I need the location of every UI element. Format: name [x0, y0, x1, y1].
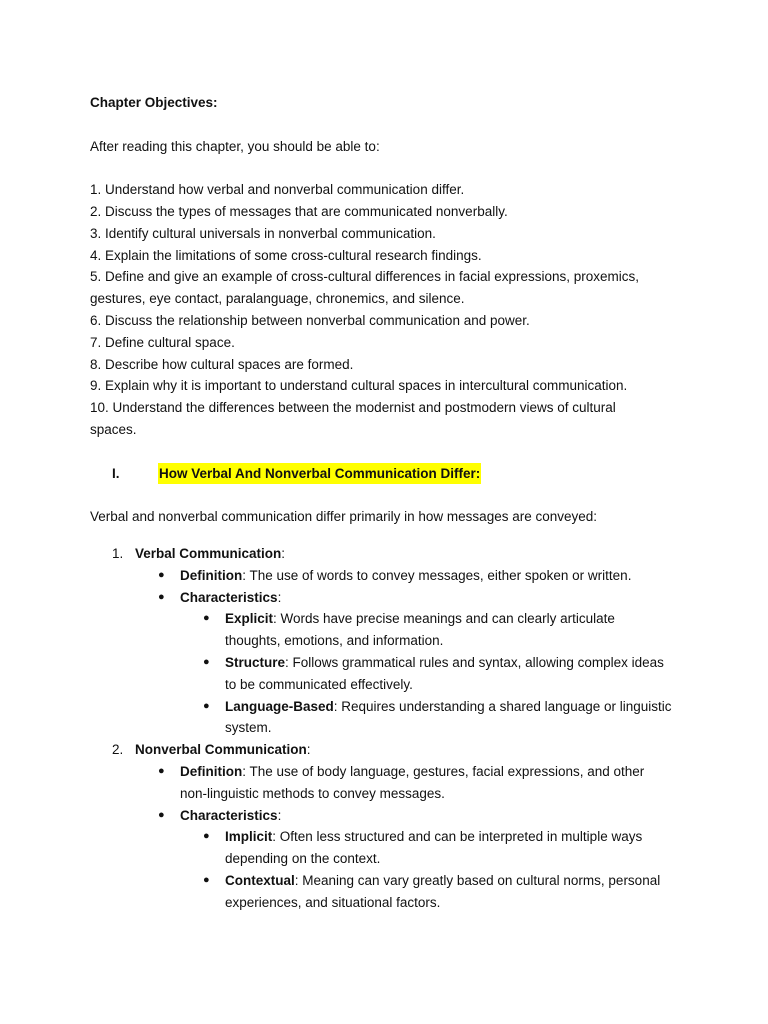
bullet-icon: ● — [203, 873, 210, 886]
objective-item: 3. Identify cultural universals in nonverbal communication. — [90, 225, 436, 241]
bullet-icon: ● — [203, 699, 210, 712]
item-colon: : — [281, 545, 286, 561]
spacer — [90, 528, 690, 543]
bullet-characteristics — [90, 805, 690, 827]
section-number: I. — [112, 465, 120, 481]
objective-item: spaces. — [90, 421, 137, 437]
bullet-text-continued: non-linguistic methods to convey messages. — [180, 785, 445, 801]
bullet-icon: ● — [203, 655, 210, 668]
bullet-label: Implicit — [225, 829, 273, 845]
bullet-colon: : — [277, 807, 282, 823]
objective-item: 8. Describe how cultural spaces are formed. — [90, 356, 354, 372]
bullet-explicit — [90, 608, 690, 652]
item-colon: : — [306, 742, 311, 758]
bullet-text: : Often less structured and can be interpreted in multiple ways — [272, 829, 643, 845]
bullet-text: : Requires understanding a shared language or linguistic — [333, 698, 672, 714]
objective-item: 2. Discuss the types of messages that are communicated nonverbally. — [90, 203, 508, 219]
spacer — [90, 157, 690, 179]
bullet-label: Contextual — [225, 872, 295, 888]
list-item-verbal — [90, 543, 690, 565]
bullet-text-continued: depending on the context. — [225, 851, 381, 867]
item-title: Verbal Communication — [135, 545, 282, 561]
objectives-title: Chapter Objectives: — [90, 95, 218, 110]
bullet-label: Characteristics — [180, 589, 278, 605]
list-item-nonverbal — [90, 739, 690, 761]
objective-item: 4. Explain the limitations of some cross-cultural research findings. — [90, 247, 482, 263]
objective-item: gestures, eye contact, paralanguage, chronemics, and silence. — [90, 291, 465, 307]
bullet-implicit — [90, 826, 690, 870]
bullet-structure — [90, 652, 690, 696]
bullet-label: Language-Based — [225, 698, 334, 714]
objective-item: 6. Discuss the relationship between nonverbal communication and power. — [90, 312, 530, 328]
bullet-definition — [90, 565, 690, 587]
bullet-text-continued: system. — [225, 720, 272, 736]
objectives-intro: After reading this chapter, you should be able to: — [90, 138, 380, 154]
objective-item: 1. Understand how verbal and nonverbal communication differ. — [90, 182, 465, 198]
bullet-contextual — [90, 870, 690, 914]
document-page — [90, 92, 690, 913]
bullet-language-based — [90, 696, 690, 740]
objective-item: 5. Define and give an example of cross-cultural differences in facial expressions, proxemics, — [90, 269, 640, 285]
list-number: 1. — [112, 545, 124, 561]
bullet-icon: ● — [158, 764, 165, 777]
bullet-icon: ● — [158, 808, 165, 821]
bullet-text: : The use of words to convey messages, either spoken or written. — [242, 567, 632, 583]
bullet-colon: : — [277, 589, 282, 605]
objective-item: 10. Understand the differences between the modernist and postmodern views of cultural — [90, 400, 616, 416]
bullet-label: Characteristics — [180, 807, 278, 823]
bullet-label: Definition — [180, 763, 243, 779]
bullet-text-continued: thoughts, emotions, and information. — [225, 633, 444, 649]
section-intro: Verbal and nonverbal communication differ primarily in how messages are conveyed: — [90, 509, 598, 525]
bullet-icon: ● — [158, 590, 165, 603]
bullet-label: Definition — [180, 567, 243, 583]
list-number: 2. — [112, 742, 124, 758]
bullet-text: : Words have precise meanings and can clearly articulate — [273, 611, 615, 627]
section-title: How Verbal And Nonverbal Communication Differ: — [158, 463, 481, 485]
spacer — [90, 114, 690, 136]
bullet-definition — [90, 761, 690, 805]
section-heading — [90, 463, 690, 485]
objective-item: 9. Explain why it is important to understand cultural spaces in intercultural communication. — [90, 378, 628, 394]
item-title: Nonverbal Communication — [135, 742, 307, 758]
bullet-text-continued: to be communicated effectively. — [225, 676, 413, 692]
bullet-text-continued: experiences, and situational factors. — [225, 894, 441, 910]
objectives-list — [90, 179, 690, 441]
bullet-characteristics — [90, 587, 690, 609]
bullet-label: Structure — [225, 654, 286, 670]
bullet-text: : Meaning can vary greatly based on cultural norms, personal — [294, 872, 661, 888]
bullet-label: Explicit — [225, 611, 274, 627]
bullet-icon: ● — [158, 568, 165, 581]
bullet-icon: ● — [203, 830, 210, 843]
spacer — [90, 441, 690, 463]
spacer — [90, 484, 690, 506]
bullet-icon: ● — [203, 612, 210, 625]
bullet-text: : The use of body language, gestures, facial expressions, and other — [242, 763, 645, 779]
objective-item: 7. Define cultural space. — [90, 334, 235, 350]
bullet-text: : Follows grammatical rules and syntax, allowing complex ideas — [285, 654, 664, 670]
